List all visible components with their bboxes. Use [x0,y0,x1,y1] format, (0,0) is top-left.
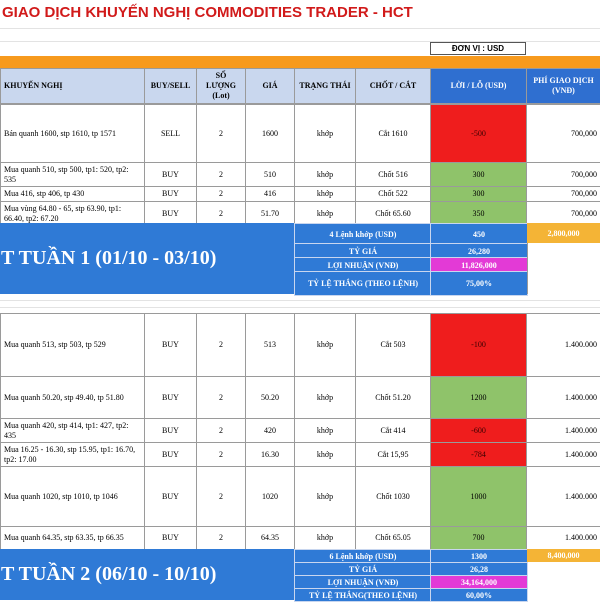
side-cell: BUY [145,163,197,187]
table-row[interactable] [1,377,600,419]
week1-winrate-value: 75,00% [430,271,528,296]
table-header [0,68,600,104]
table-row[interactable] [1,527,600,550]
pnl-cell: -784 [431,443,527,467]
fee-cell: 700,000 [527,187,600,202]
rec-cell: Mua quanh 513, stp 503, tp 529 [1,314,145,377]
qty-cell: 2 [197,527,246,550]
close-cell: Cắt 15,95 [356,443,431,467]
fee-cell: 1.400.000 [527,314,600,377]
week2-table [0,313,600,550]
unit-label: ĐƠN VỊ : USD [430,42,526,55]
pnl-cell: -500 [431,105,527,163]
status-cell: khớp [295,377,356,419]
close-cell: Cắt 1610 [356,105,431,163]
pnl-cell: 300 [431,163,527,187]
close-cell: Cắt 414 [356,419,431,443]
status-cell: khớp [295,105,356,163]
week1-rate-label: TỶ GIÁ [294,243,432,259]
pnl-cell: -100 [431,314,527,377]
rec-cell: Mua quanh 50.20, stp 49.40, tp 51.80 [1,377,145,419]
grid-line [0,307,600,308]
header-side: BUY/SELL [145,69,197,104]
week1-orders-value: 450 [430,223,528,245]
status-cell: khớp [295,314,356,377]
side-cell: BUY [145,202,197,226]
qty-cell: 2 [197,467,246,527]
side-cell: BUY [145,314,197,377]
grid-line [0,28,600,29]
close-cell: Chốt 65.05 [356,527,431,550]
week2-fee-total: 8,400,000 [527,549,600,562]
header-status: TRẠNG THÁI [295,69,356,104]
fee-blank [527,243,600,294]
fee-cell: 1.400.000 [527,419,600,443]
week2-profit-label: LỢI NHUẬN (VNĐ) [294,575,432,590]
week2-rate-value: 26,28 [430,562,528,577]
week1-profit-value: 11,826,000 [430,257,528,273]
rec-cell: Mua 416, stp 406, tp 430 [1,187,145,202]
pnl-cell: 700 [431,527,527,550]
week1-winrate-label: TỶ LỆ THẮNG (THEO LỆNH) [294,271,432,296]
pnl-cell: 1200 [431,377,527,419]
price-cell: 416 [246,187,295,202]
table-row[interactable] [1,419,600,443]
week1-orders-label: 4 Lệnh khớp (USD) [294,223,432,245]
close-cell: Chốt 1030 [356,467,431,527]
week2-winrate-label: TỶ LỆ THẮNG(THEO LỆNH) [294,588,432,602]
price-cell: 16.30 [246,443,295,467]
rec-cell: Mua quanh 1020, stp 1010, tp 1046 [1,467,145,527]
qty-cell: 2 [197,419,246,443]
qty-cell: 2 [197,105,246,163]
header-quantity: SỐ LƯỢNG (Lot) [197,69,246,104]
week1-banner: T TUẦN 1 (01/10 - 03/10) [0,223,295,294]
status-cell: khớp [295,419,356,443]
week2-orders-value: 1300 [430,549,528,564]
status-cell: khớp [295,163,356,187]
rec-cell: Mua vùng 64.80 - 65, stp 63.90, tp1: 66.40, tp2: 67.20 [1,202,145,226]
fee-cell: 1.400.000 [527,443,600,467]
side-cell: BUY [145,187,197,202]
table-row[interactable] [1,105,600,163]
status-cell: khớp [295,527,356,550]
table-row[interactable] [1,443,600,467]
price-cell: 420 [246,419,295,443]
price-cell: 1600 [246,105,295,163]
table-row[interactable] [1,187,600,202]
side-cell: BUY [145,443,197,467]
fee-cell: 1.400.000 [527,527,600,550]
side-cell: BUY [145,467,197,527]
rec-cell: Bán quanh 1600, stp 1610, tp 1571 [1,105,145,163]
orange-separator [0,56,600,68]
pnl-cell: 350 [431,202,527,226]
grid-line [0,300,600,301]
fee-cell: 700,000 [527,163,600,187]
header-recommendation: KHUYẾN NGHỊ [1,69,145,104]
week2-orders-label: 6 Lệnh khớp (USD) [294,549,432,564]
fee-cell: 700,000 [527,202,600,226]
price-cell: 50.20 [246,377,295,419]
qty-cell: 2 [197,377,246,419]
side-cell: SELL [145,105,197,163]
status-cell: khớp [295,202,356,226]
qty-cell: 2 [197,187,246,202]
table-row[interactable] [1,467,600,527]
table-row[interactable] [1,202,600,226]
price-cell: 1020 [246,467,295,527]
qty-cell: 2 [197,202,246,226]
fee-cell: 1.400.000 [527,467,600,527]
pnl-cell: 1000 [431,467,527,527]
header-fee: PHÍ GIAO DỊCH (VNĐ) [527,69,600,104]
close-cell: Chốt 51.20 [356,377,431,419]
rec-cell: Mua quanh 420, stp 414, tp1: 427, tp2: 435 [1,419,145,443]
qty-cell: 2 [197,163,246,187]
rec-cell: Mua quanh 510, stp 500, tp1: 520, tp2: 535 [1,163,145,187]
week1-table [0,104,600,226]
close-cell: Chốt 522 [356,187,431,202]
qty-cell: 2 [197,314,246,377]
status-cell: khớp [295,443,356,467]
pnl-cell: 300 [431,187,527,202]
rec-cell: Mua 16.25 - 16.30, stp 15.95, tp1: 16.70, tp2: 17.00 [1,443,145,467]
close-cell: Chốt 516 [356,163,431,187]
qty-cell: 2 [197,443,246,467]
fee-cell: 700,000 [527,105,600,163]
week2-rate-label: TỶ GIÁ [294,562,432,577]
price-cell: 510 [246,163,295,187]
header-price: GIÁ [246,69,295,104]
sheet-title: GIAO DỊCH KHUYẾN NGHỊ COMMODITIES TRADER - HCT [0,2,600,24]
header-close: CHỐT / CẮT [356,69,431,104]
price-cell: 64.35 [246,527,295,550]
status-cell: khớp [295,187,356,202]
week1-fee-total: 2,800,000 [527,223,600,243]
close-cell: Chốt 65.60 [356,202,431,226]
table-row[interactable] [1,163,600,187]
week2-winrate-value: 60,00% [430,588,528,602]
price-cell: 513 [246,314,295,377]
side-cell: BUY [145,377,197,419]
week2-banner: T TUẦN 2 (06/10 - 10/10) [0,549,295,600]
pnl-cell: -600 [431,419,527,443]
header-pnl: LỜI / LỖ (USD) [431,69,527,104]
week2-profit-value: 34,164,000 [430,575,528,590]
side-cell: BUY [145,419,197,443]
week1-rate-value: 26,280 [430,243,528,259]
close-cell: Cắt 503 [356,314,431,377]
price-cell: 51.70 [246,202,295,226]
side-cell: BUY [145,527,197,550]
fee-cell: 1.400.000 [527,377,600,419]
rec-cell: Mua quanh 64.35, stp 63.35, tp 66.35 [1,527,145,550]
status-cell: khớp [295,467,356,527]
table-row[interactable] [1,314,600,377]
week1-profit-label: LỢI NHUẬN (VNĐ) [294,257,432,273]
